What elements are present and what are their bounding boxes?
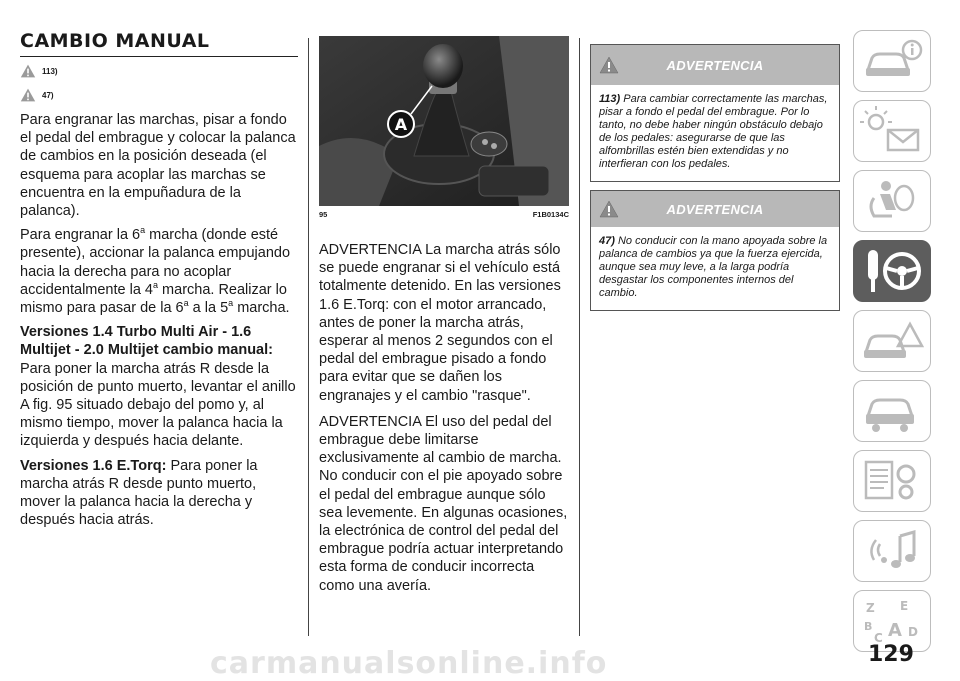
chapter-sidebar: [853, 30, 931, 660]
warning-triangle-icon: [20, 63, 36, 79]
key-steering-icon: [860, 246, 924, 296]
text-span: marcha. Realizar lo mismo para pasar de la 6: [20, 281, 287, 317]
svg-text:D: D: [908, 625, 918, 639]
tab-multimedia[interactable]: [853, 520, 931, 582]
warning-title: ADVERTENCIA: [666, 201, 764, 217]
section-title: CAMBIO MANUAL: [20, 30, 298, 57]
advertencia-paragraph-1: ADVERTENCIA La marcha atrás sólo se puede engranar si el vehículo está totalmente detenido. En las versiones 1.6 E.Torq: con el motor arrancado, antes de poner la marcha atrás, esperar al menos 2 segundos con el pedal del embrague pisado a fondo para evitar que se dañen los engranajes y el cambio "rasque".: [319, 242, 561, 404]
technical-data-icon: [860, 456, 924, 506]
tab-arranque[interactable]: [853, 240, 931, 302]
figure-caption: [319, 210, 569, 219]
column-divider-right: [579, 38, 580, 636]
column-divider-left: [308, 38, 309, 636]
tab-conocimiento[interactable]: [853, 30, 931, 92]
superscript: a: [183, 298, 189, 309]
bold-heading: Versiones 1.6 E.Torq:: [20, 457, 167, 474]
paragraph-3: [20, 323, 298, 450]
index-icon: [860, 596, 924, 646]
gear-lever-illustration: [319, 36, 569, 206]
warning-box-2: [590, 190, 840, 311]
caution-ref-number: 47): [42, 90, 54, 100]
text-span: Para poner la marcha atrás R desde punto muerto, mover la palanca hacia la derecha y después hacia atrás.: [20, 457, 258, 529]
page-number: 129: [868, 642, 914, 667]
superscript: a: [140, 225, 146, 236]
text-span: a la 5: [192, 300, 229, 317]
tab-emergencia[interactable]: [853, 310, 931, 372]
paragraph-1: Para engranar las marchas, pisar a fondo el pedal del embrague y colocar la palanca de cambios en la posición deseada (el esquema para acoplar las marchas se encuentra en la empuñadura de la palanca).: [20, 112, 296, 220]
text-span: marcha.: [237, 300, 290, 317]
paragraph-2: [20, 226, 298, 317]
warning-title: ADVERTENCIA: [666, 57, 764, 73]
warning-lights-icon: [860, 106, 924, 156]
tab-datos-tecnicos[interactable]: [853, 450, 931, 512]
warning-header: [591, 191, 839, 227]
figure-number: 95: [319, 210, 328, 219]
car-info-icon: [860, 36, 924, 86]
column-left: [20, 30, 298, 529]
warning-text: No conducir con la mano apoyada sobre la palanca de cambios ya que la fuerza ejercida, aunque sea muy leve, a la larga podría desgastar los componentes internos del cambio.: [599, 235, 828, 299]
warning-header: [591, 45, 839, 85]
text-span: Para poner la marcha atrás R desde la posición de punto muerto, levantar el anillo A fig. 95 situado debajo del pomo y, al mismo tiempo, mover la palanca hacia la izquierda y después hacia delante.: [20, 360, 296, 450]
svg-text:Z: Z: [866, 601, 875, 615]
emergency-icon: [860, 316, 924, 366]
bold-heading: Versiones 1.4 Turbo Multi Air - 1.6 Multijet - 2.0 Multijet cambio manual:: [20, 324, 273, 359]
warning-ref-1: [20, 61, 298, 81]
svg-text:B: B: [864, 620, 873, 633]
warning-number: 47): [599, 235, 615, 247]
warning-number: 113): [599, 93, 621, 105]
gear-lever-figure: [319, 36, 569, 206]
figure-callout-a: A: [394, 115, 408, 134]
paragraph-4: [20, 457, 298, 530]
warning-body: [591, 227, 839, 310]
caution-triangle-icon: [599, 199, 619, 219]
tab-mantenimiento[interactable]: [853, 380, 931, 442]
svg-text:C: C: [874, 631, 883, 645]
svg-text:E: E: [900, 599, 909, 613]
caution-triangle-icon: [20, 87, 36, 103]
advertencia-paragraph-2: ADVERTENCIA El uso del pedal del embrague debe limitarse exclusivamente al cambio de marcha. No conducir con el pie apoyado sobre el pedal del embrague aunque sólo sea levemente. En algunas ocasiones, la electrónica de control del pedal del embrague podría actuar interpretando esta forma de conducir incorrecta como una avería.: [319, 413, 568, 594]
text-span: Para engranar la 6: [20, 227, 141, 244]
warning-body: [591, 85, 839, 181]
watermark: carmanualsonline.info: [210, 646, 608, 681]
warning-text: Para cambiar correctamente las marchas, pisar a fondo el pedal del embrague. Por lo tanto, no debe haber ningún obstáculo debajo de los pedales: asegurarse de que las alfombrillas estén bien extendidas y no interfieran con los pedales.: [599, 93, 828, 170]
warning-triangle-icon: [599, 55, 619, 75]
warning-ref-number: 113): [42, 66, 58, 76]
superscript: a: [228, 298, 234, 309]
column-right: [590, 44, 840, 319]
tab-seguridad[interactable]: [853, 170, 931, 232]
caution-ref-1: [20, 85, 298, 105]
warning-box-1: [590, 44, 840, 182]
multimedia-icon: [860, 526, 924, 576]
figure-code: F1B0134C: [532, 210, 569, 219]
tab-testigos[interactable]: [853, 100, 931, 162]
car-maintenance-icon: [860, 386, 924, 436]
superscript: a: [153, 280, 159, 290]
airbag-safety-icon: [860, 176, 924, 226]
text-span: marcha (donde esté presente), accionar la palanca empujando hacia la derecha para no acoplar accidentalmente la 4: [20, 227, 291, 298]
svg-text:A: A: [888, 620, 902, 641]
column-middle: [319, 36, 569, 595]
